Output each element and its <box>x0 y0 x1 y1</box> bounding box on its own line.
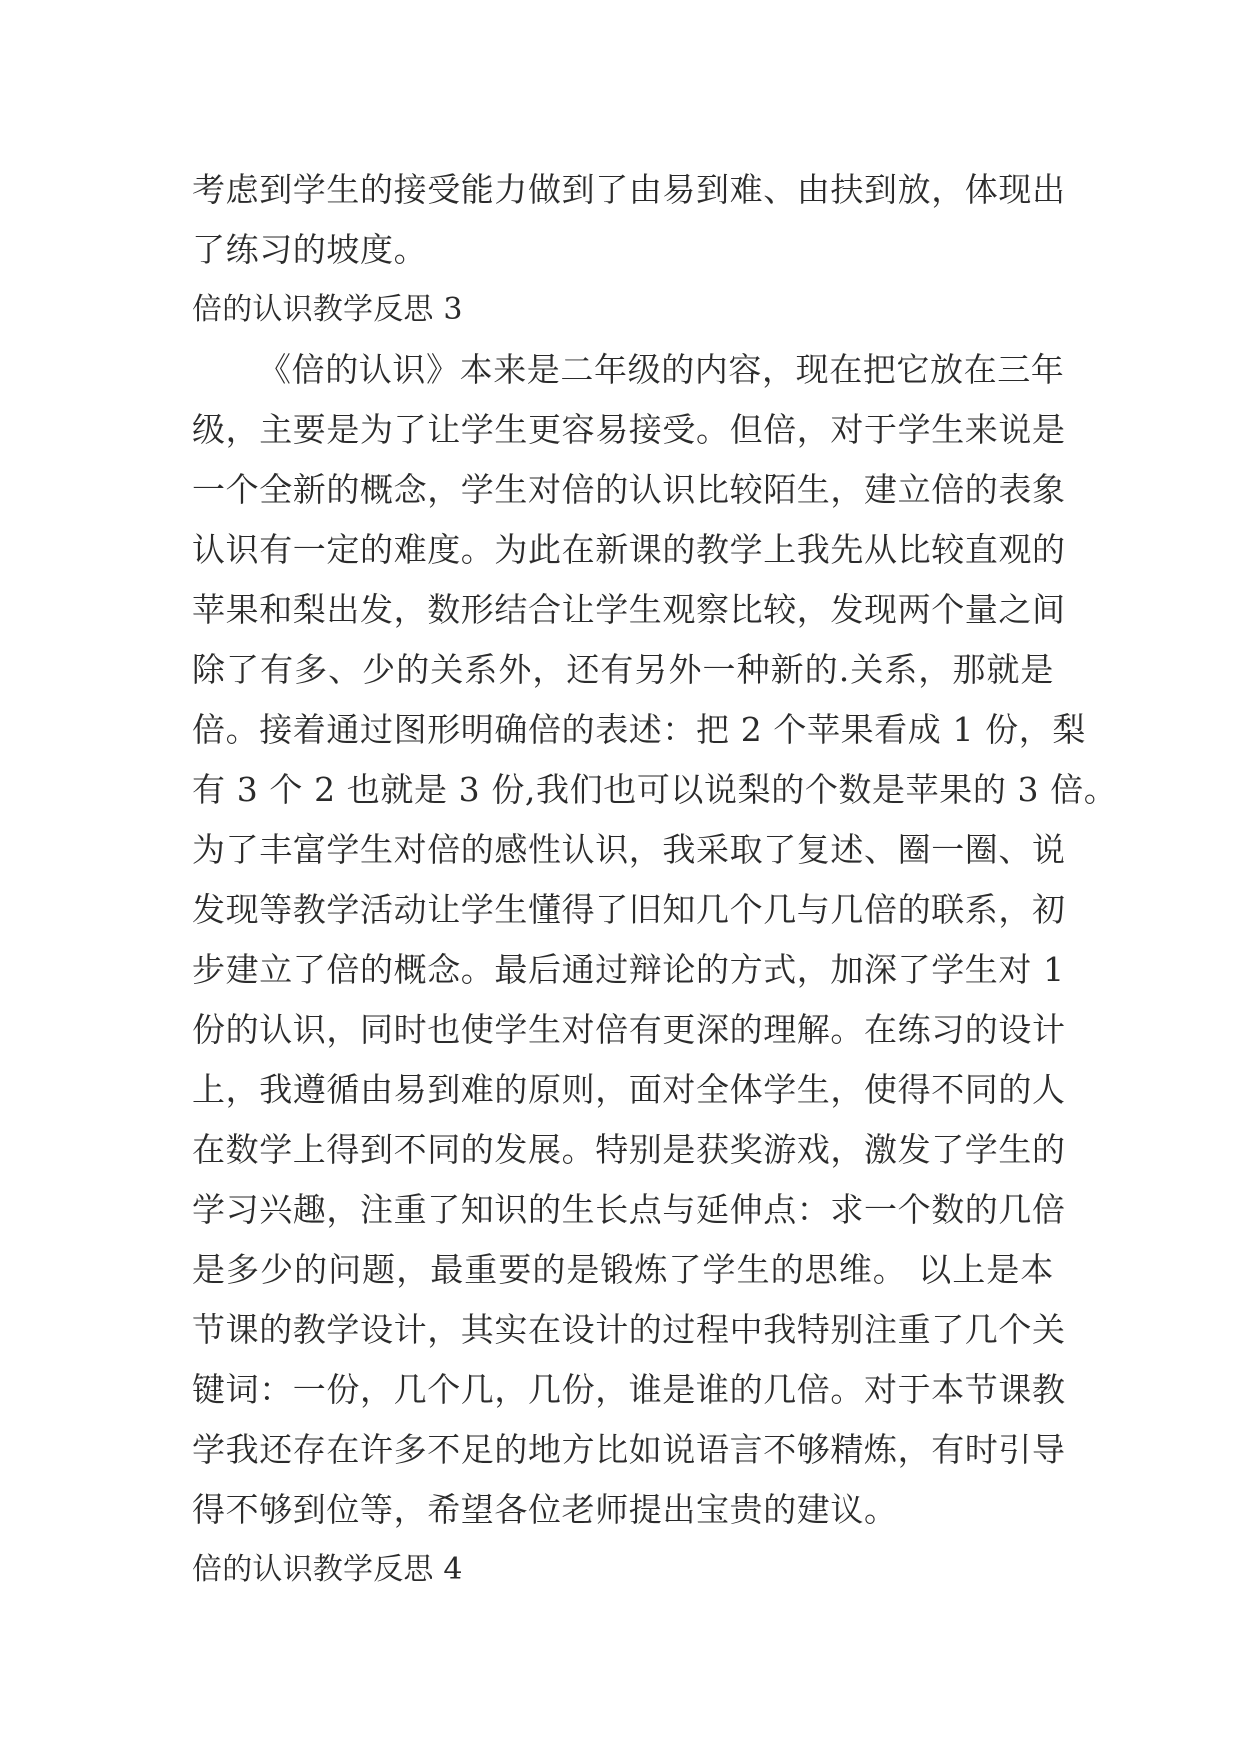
paragraph-line: 了练习的坡度。 <box>192 230 428 269</box>
paragraph-line: 节课的教学设计，其实在设计的过程中我特别注重了几个关 <box>192 1310 1066 1349</box>
document-page <box>192 160 1118 1600</box>
paragraph-line: 除了有多、少的关系外，还有另外一种新的.关系，那就是 <box>192 650 1054 689</box>
section-heading: 倍的认识教学反思 3 <box>192 292 463 327</box>
paragraph-line: 一个全新的概念，学生对倍的认识比较陌生，建立倍的表象 <box>192 470 1066 509</box>
paragraph-line: 份的认识，同时也使学生对倍有更深的理解。在练习的设计 <box>192 1010 1066 1049</box>
paragraph-line: 学习兴趣，注重了知识的生长点与延伸点：求一个数的几倍 <box>192 1190 1066 1229</box>
paragraph-line: 苹果和梨出发，数形结合让学生观察比较，发现两个量之间 <box>192 590 1066 629</box>
paragraph-line: 在数学上得到不同的发展。特别是获奖游戏，激发了学生的 <box>192 1130 1066 1169</box>
paragraph-line: 发现等教学活动让学生懂得了旧知几个几与几倍的联系，初 <box>192 890 1066 929</box>
paragraph-line: 《倍的认识》本来是二年级的内容，现在把它放在三年 <box>258 350 1065 389</box>
paragraph-line: 是多少的问题，最重要的是锻炼了学生的思维。 以上是本 <box>192 1250 1054 1289</box>
paragraph-line: 为了丰富学生对倍的感性认识，我采取了复述、圈一圈、说 <box>192 830 1066 869</box>
paragraph-line: 级，主要是为了让学生更容易接受。但倍，对于学生来说是 <box>192 410 1066 449</box>
paragraph-line: 得不够到位等，希望各位老师提出宝贵的建议。 <box>192 1490 898 1529</box>
paragraph-line: 认识有一定的难度。为此在新课的教学上我先从比较直观的 <box>192 530 1066 569</box>
paragraph-line: 学我还存在许多不足的地方比如说语言不够精炼，有时引导 <box>192 1430 1066 1469</box>
paragraph-line: 倍。接着通过图形明确倍的表述：把 2 个苹果看成 1 份，梨 <box>192 710 1086 749</box>
paragraph-line: 上，我遵循由易到难的原则，面对全体学生，使得不同的人 <box>192 1070 1066 1109</box>
paragraph-line: 键词：一份，几个几，几份，谁是谁的几倍。对于本节课教 <box>192 1370 1066 1409</box>
section-heading: 倍的认识教学反思 4 <box>192 1552 463 1587</box>
paragraph-line: 有 3 个 2 也就是 3 份,我们也可以说梨的个数是苹果的 3 倍。 <box>192 770 1118 809</box>
paragraph-line: 步建立了倍的概念。最后通过辩论的方式，加深了学生对 1 <box>192 950 1065 989</box>
paragraph-line: 考虑到学生的接受能力做到了由易到难、由扶到放，体现出 <box>192 170 1066 209</box>
